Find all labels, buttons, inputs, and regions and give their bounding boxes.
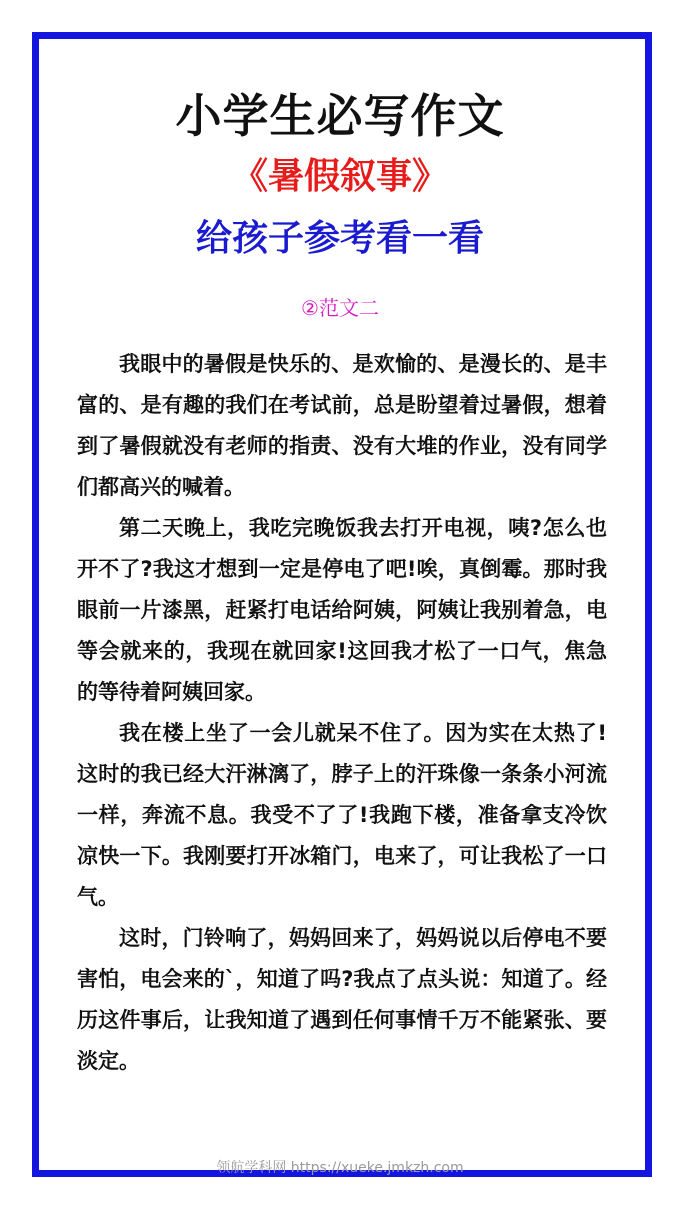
essay-paragraph-1: 我眼中的暑假是快乐的、是欢愉的、是漫长的、是丰富的、是有趣的我们在考试前，总是盼望着过暑假，想着到了暑假就没有老师的指责、没有大堆的作业，没有同学们都高兴的喊着。 [77, 352, 607, 499]
essay-paragraph-4: 这时，门铃响了，妈妈回来了，妈妈说以后停电不要害怕，电会来的`，知道了吗?我点了点头说：知道了。经历这件事后，让我知道了遇到任何事情千万不能紧张、要淡定。 [77, 926, 607, 1073]
essay-subtitle: 《暑假叙事》 [231, 156, 448, 197]
essay-paragraph-3: 我在楼上坐了一会儿就呆不住了。因为实在太热了!这时的我已经大汗淋漓了，脖子上的汗珠像一条条小河流一样，奔流不息。我受不了了!我跑下楼，准备拿支冷饮凉快一下。我刚要打开冰箱门，电来了，可让我松了一口气。 [77, 721, 607, 909]
essay-paragraph-2: 第二天晚上，我吃完晚饭我去打开电视，咦?怎么也开不了?我这才想到一定是停电了吧!唉，真倒霉。那时我眼前一片漆黑，赶紧打电话给阿姨，阿姨让我别着急，电等会就来的，我现在就回家!这回我才松了一口气，焦急的等待着阿姨回家。 [77, 516, 607, 704]
essay-body [77, 344, 607, 1082]
page-title: 小学生必写作文 [175, 89, 505, 143]
tagline: 给孩子参考看一看 [195, 218, 484, 259]
section-label: ②范文二 [301, 296, 379, 320]
footer-watermark: 领航学科网 https://xueke.jmkzh.com [216, 1160, 464, 1176]
